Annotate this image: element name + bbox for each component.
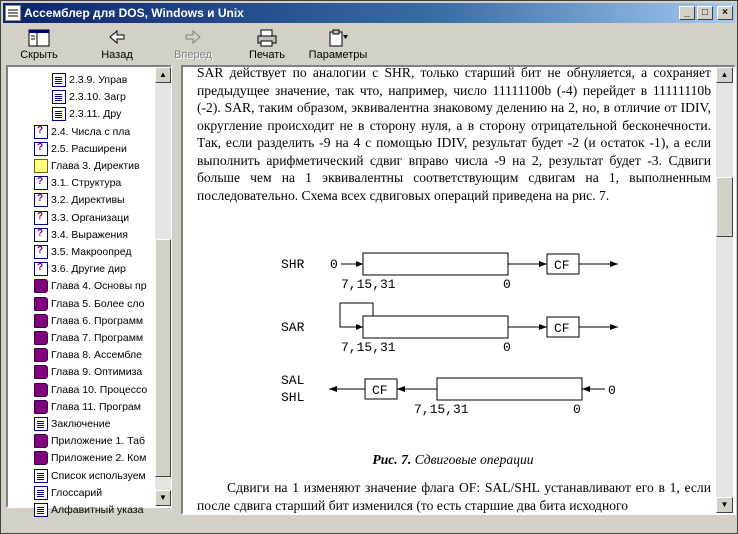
sal-label: SAL xyxy=(281,373,305,388)
tree-item-label: 3.2. Директивы xyxy=(51,194,125,207)
sal-in-arrowhead xyxy=(582,386,590,392)
book-icon xyxy=(34,348,48,362)
book-icon xyxy=(34,365,48,379)
tree-item[interactable] xyxy=(34,346,142,364)
tree-item-label: Глоссарий xyxy=(51,486,103,499)
shr-in-arrowhead xyxy=(356,261,363,267)
tree-item[interactable] xyxy=(34,467,146,485)
tree-item-label: 3.1. Структура xyxy=(51,177,122,190)
tree-item-label: 3.4. Выражения xyxy=(51,228,128,241)
topic-scroll-up-button[interactable]: ▲ xyxy=(716,67,733,83)
back-button[interactable] xyxy=(87,23,147,63)
shl-label: SHL xyxy=(281,390,305,405)
help-topic-icon xyxy=(34,262,48,276)
tree-item[interactable] xyxy=(34,295,145,313)
tree-item[interactable] xyxy=(34,277,147,295)
book-icon xyxy=(34,400,48,414)
tree-item-label: 3.5. Макроопред xyxy=(51,246,132,258)
shr-register xyxy=(363,253,508,275)
page-icon xyxy=(52,107,66,121)
page-icon xyxy=(52,90,66,104)
book-icon xyxy=(34,383,48,397)
figure-title: Сдвиговые операции xyxy=(414,452,534,467)
book-icon xyxy=(34,279,48,293)
forward-button[interactable] xyxy=(163,23,223,63)
tree-item[interactable] xyxy=(34,140,127,158)
tree-item-label: Глава 8. Ассембле xyxy=(51,349,142,362)
hide-button[interactable] xyxy=(9,23,69,63)
tree-item-label: Глава 9. Оптимиза xyxy=(51,366,143,379)
figure-caption xyxy=(183,452,723,468)
tree-item[interactable] xyxy=(52,71,127,89)
contents-pane xyxy=(6,65,172,516)
tree-item[interactable] xyxy=(34,157,140,175)
tree-item-label: Глава 4. Основы пр xyxy=(51,280,147,293)
forward-arrow-icon xyxy=(184,29,202,49)
help-topic-icon xyxy=(34,211,48,225)
minimize-button[interactable]: _ xyxy=(679,6,695,20)
shr-bit0-label: 0 xyxy=(503,277,511,292)
tree-item[interactable] xyxy=(34,226,128,244)
sar-bit0-label: 0 xyxy=(503,340,511,355)
tree-item[interactable] xyxy=(52,105,121,123)
topic-pane xyxy=(181,65,736,515)
help-topic-icon xyxy=(34,142,48,156)
tree-item[interactable] xyxy=(34,363,142,381)
help-topic-icon xyxy=(34,125,48,139)
tree-item-label: Список используем xyxy=(51,469,146,482)
book-icon xyxy=(34,451,48,465)
tree-item[interactable] xyxy=(34,209,129,227)
book-icon xyxy=(34,434,48,448)
shr-cf-arrowhead xyxy=(539,261,547,267)
tree-item[interactable] xyxy=(34,329,143,347)
scroll-down-button[interactable]: ▼ xyxy=(155,490,171,506)
topic-paragraph-2 xyxy=(197,479,711,514)
shift-operations-diagram xyxy=(183,237,723,447)
book-icon xyxy=(34,331,48,345)
tree-item-label: 2.3.9. Управ xyxy=(69,74,128,86)
page-icon xyxy=(34,469,48,483)
scroll-thumb[interactable] xyxy=(155,239,171,477)
tree-item[interactable] xyxy=(52,88,126,106)
tree-item-label: Глава 6. Программ xyxy=(51,314,144,327)
window-title: Ассемблер для DOS, Windows и Unix xyxy=(24,6,244,20)
help-topic-icon xyxy=(34,228,48,242)
sal-bit0-label: 0 xyxy=(573,402,581,417)
tree-item[interactable] xyxy=(34,312,143,330)
tree-item[interactable] xyxy=(34,484,102,502)
sal-cf-label: CF xyxy=(372,383,388,398)
options-button-label: Параметры xyxy=(308,49,368,61)
topic-scroll-thumb[interactable] xyxy=(716,177,733,237)
shr-cf-label: CF xyxy=(554,258,570,273)
shr-zero: 0 xyxy=(330,257,338,272)
page-icon xyxy=(34,486,48,500)
help-topic-icon xyxy=(34,176,48,190)
tree-item-label: Заключение xyxy=(51,418,111,430)
tree-item-label: 3.6. Другие дир xyxy=(51,263,126,276)
figure-number: Рис. 7. xyxy=(372,452,412,467)
hide-button-label: Скрыть xyxy=(20,49,58,61)
tree-item[interactable] xyxy=(34,432,145,450)
print-button[interactable] xyxy=(237,23,297,63)
print-button-label: Печать xyxy=(248,49,286,61)
tree-item-label: Алфавитный указа xyxy=(51,504,144,516)
page-icon xyxy=(52,73,66,87)
topic-scrollbar[interactable] xyxy=(716,67,733,513)
sar-register xyxy=(363,316,508,338)
tree-item-label: 2.5. Расширени xyxy=(51,142,127,155)
tree-item-label: Глава 10. Процессо xyxy=(51,383,148,396)
shr-bits-label: 7,15,31 xyxy=(341,277,396,292)
sar-label: SAR xyxy=(281,320,305,335)
help-app-icon[interactable] xyxy=(5,5,21,21)
tree-item-label: 3.3. Организаци xyxy=(51,211,130,224)
sar-bits-label: 7,15,31 xyxy=(341,340,396,355)
paragraph-sar-text: SAR действует по аналогии с SHR, только старший бит не обнуляется, а сохраняет предыдущее значение, так что, например, число 11111100b (-4) перейдет в 11111110b (-2). SAR, таким образом, эквивалентна знаковому делению на 2, но, в отличие от IDIV, округление происходит не в сторону нуля, а в сторону отрицательной бесконечности. Так, если разделить -9 на 4 с помощью IDIV, результат будет -2 (и остаток -1), а если выполнить арифметический сдвиг вправо числа -9 на 2, результат будет -3. Сдвиги больше чем на 1 эквивалентны соответствующим сдвигам на 1, выполненным последовательно. Схема всех сдвиговых операций приведена на рис. 7. xyxy=(197,65,711,203)
book-icon xyxy=(34,297,48,311)
topic-paragraph-1 xyxy=(197,64,711,204)
contents-tree xyxy=(8,67,155,516)
page-icon xyxy=(34,417,48,431)
tree-item-label: Глава 5. Более сло xyxy=(51,297,145,310)
sal-register xyxy=(437,378,582,400)
tree-item[interactable] xyxy=(34,398,141,416)
tree-item-label: 2.4. Числа с пла xyxy=(51,125,131,138)
book-icon xyxy=(34,314,48,328)
tree-item-label: 2.3.11. Дру xyxy=(69,108,122,121)
sar-loop-arrowhead xyxy=(356,324,363,330)
hide-pane-icon xyxy=(28,29,50,49)
tree-item-label: Приложение 1. Таб xyxy=(51,435,145,448)
paragraph-flags-text: Сдвиги на 1 изменяют значение флага OF: SAL/SHL устанавливают его в 1, если после сдвига старший бит изменился (то есть старшие два бита исходного xyxy=(197,480,711,513)
back-arrow-icon xyxy=(108,29,126,49)
sal-bits-label: 7,15,31 xyxy=(414,402,469,417)
close-button[interactable]: × xyxy=(717,6,733,20)
sar-cf-label: CF xyxy=(554,321,570,336)
tree-item[interactable] xyxy=(34,260,126,278)
sal-zero: 0 xyxy=(608,383,616,398)
sar-cf-arrowhead xyxy=(539,324,547,330)
window-bottom-frame xyxy=(3,515,735,533)
sal-cf-arrowhead xyxy=(397,386,405,392)
forward-button-label: Вперед xyxy=(174,49,212,61)
sal-out-arrowhead xyxy=(329,386,337,392)
tree-item[interactable] xyxy=(34,174,121,192)
sar-out-arrowhead xyxy=(610,324,618,330)
help-topic-icon xyxy=(34,245,48,259)
tree-item[interactable] xyxy=(34,191,125,209)
toolbar xyxy=(3,23,735,63)
back-button-label: Назад xyxy=(101,49,133,61)
tree-item-label: Глава 3. Директив xyxy=(51,160,140,172)
scroll-up-button[interactable]: ▲ xyxy=(155,67,171,83)
tree-item[interactable] xyxy=(34,381,147,399)
tree-item[interactable] xyxy=(34,243,132,261)
tree-item-label: Приложение 2. Ком xyxy=(51,452,147,465)
tree-item-label: 2.3.10. Загр xyxy=(69,91,126,104)
open-book-icon xyxy=(34,159,48,173)
options-button[interactable] xyxy=(305,23,371,63)
tree-item[interactable] xyxy=(34,449,146,467)
options-icon xyxy=(327,29,349,49)
shr-label: SHR xyxy=(281,257,305,272)
tree-item-label: Глава 11. Програм xyxy=(51,400,141,413)
tree-item[interactable] xyxy=(34,123,130,141)
shr-out-arrowhead xyxy=(610,261,618,267)
printer-icon xyxy=(256,29,278,49)
maximize-button[interactable]: □ xyxy=(697,6,713,20)
topic-scroll-down-button[interactable]: ▼ xyxy=(716,497,733,513)
tree-item-label: Глава 7. Программ xyxy=(51,332,144,344)
title-bar[interactable] xyxy=(3,3,735,23)
tree-item[interactable] xyxy=(34,415,110,433)
contents-scrollbar[interactable] xyxy=(155,67,171,506)
help-topic-icon xyxy=(34,193,48,207)
